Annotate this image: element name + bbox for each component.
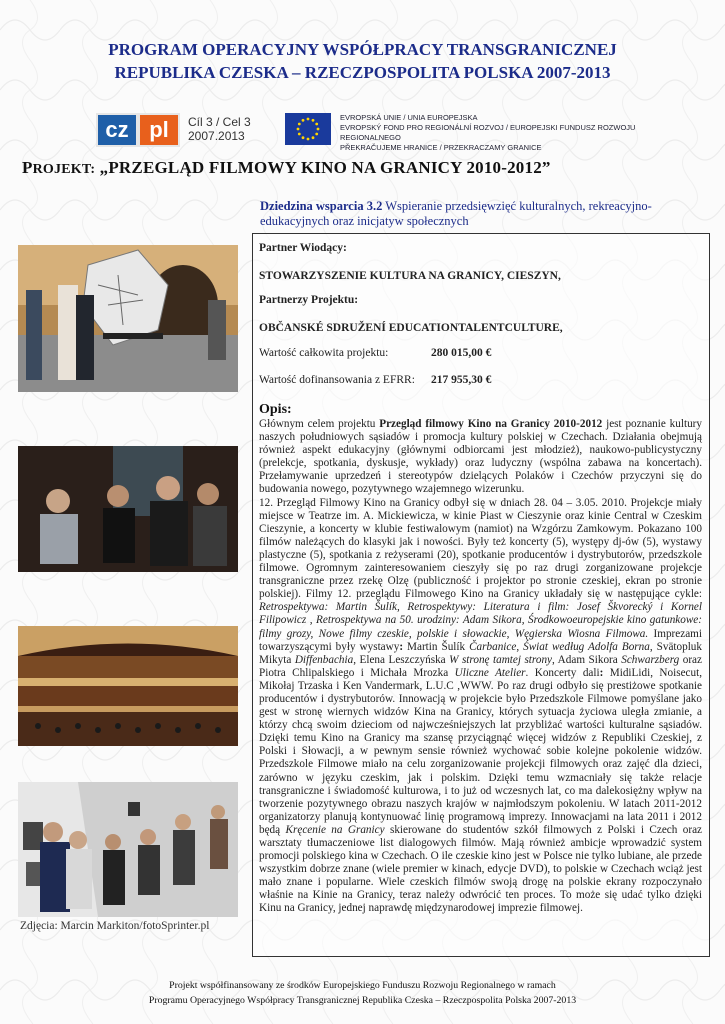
photo-credit: Zdjęcia: Marcin Markiton/fotoSprinter.pl	[20, 920, 210, 932]
czpl-logo-pl: pl	[140, 115, 178, 145]
program-title-line2: REPUBLIKA CZESKA – RZECZPOSPOLITA POLSKA 2007-2013	[114, 63, 611, 82]
footer-line1: Projekt współfinansowany ze środków Europejskiego Funduszu Rozwoju Regionalnego w ramach	[169, 980, 556, 991]
eu-text-line2: EVROPSKÝ FOND PRO REGIONÁLNÍ ROZVOJ / EUROPEJSKI FUNDUSZ ROZWOJU REGIONALNEGO	[340, 123, 636, 142]
eu-fund-text	[340, 113, 670, 153]
lead-partner-label: Partner Wiodący:	[259, 242, 347, 254]
photo-theatre-hall	[18, 626, 238, 746]
support-area-text: Wspieranie przedsięwzięć kulturalnych, rekreacyjno-edukacyjnych oraz inicjatyw społecznych	[260, 199, 652, 228]
total-value: 280 015,00 €	[431, 347, 492, 359]
lead-partner-name: STOWARZYSZENIE KULTURA NA GRANICY, CIESZYN,	[259, 270, 561, 282]
project-info-box	[252, 233, 710, 957]
project-title	[22, 158, 551, 178]
cel3-line1: Cíl 3 / Cel 3	[188, 115, 251, 129]
eu-text-line1: EVROPSKÁ UNIE / UNIA EUROPEJSKA	[340, 113, 478, 122]
description-heading: Opis:	[259, 402, 292, 417]
efrr-value-label: Wartość dofinansowania z EFRR:	[259, 374, 415, 386]
description-body: Głównym celem projektu Przegląd filmowy Kino na Granicy 2010-2012 jest poznanie kultury naszych południowych sąsiadów i promocja kultury polskiej w Czechach. Działania obejmują również aspekt edukacyjny (głównymi odbiorcami jest młodzież), naukowo-publicystyczny (prelekcje, spotkania, dyskusje, wykłady) oraz ludyczny (wspólna zabawa na koncertach). Przełamywanie uprzedzeń i stereotypów dzielących Polaków i Czechów przyczyni się do budowania nowego, pozytywnego wzajemnego wizerunku. 12. Przegląd Filmowy Kino na Granicy odbył się w dniach 28. 04 – 3.05. 2010. Projekcje miały miejsce w Teatrze im. A. Mickiewicza, w kinie Piast w Cieszynie oraz kinie Central w Czeskim Cieszynie, a koncerty w klubie festiwalowym (namiot) na Wzgórzu Zamkowym. Pokazano 100 filmów należących do klasyki jak i nowości. Były też koncerty (5), występy dj-ów (5), wystawy plastyczne (5), spotkania z reżyserami (20), spotkanie producentów i dystrybutorów, przedszkole filmowe. Ogromnym zainteresowaniem cieszyły się po raz drugi zorganizowane projekcje transgraniczne przez rzekę Olzę (publiczność i projektor po stronie czeskiej, ekran po stronie polskiej). Filmy 12. przeglądu Filmowego Kino na Granicy układały się w następujące cykle: Retrospektywa: Martin Šulík, Retrospektywy: Literatura i film: Josef Škvorecký i Kornel Filipowicz , Retrospektywa na 50. urodziny: Adam Sikora, Środkowoeuropejskie kino gatunkowe: filmy grozy, Nowe filmy czeskie, polskie i słowackie, Węgierska Wiosna Filmowa. Imprezami towarzyszącymi były wystawy: Martin Šulík Čarbanice, Świat według Adolfa Borna, Svätopluk Mikyta Diffenbachia, Elena Leszczyńska W stronę tamtej strony, Adam Sikora Schwarzberg oraz Piotra Chlipalskiego i Michała Mrozka Uliczne Atelier. Koncerty dali: MidiLidi, Noisecut, Mikołaj Trzaska i Ken Vandermark, L.U.C ,WWW. Po raz drugi odbyło się prestiżowe spotkanie producentów i dystrybutorów. Innowacją w projekcie było Przedszkole Filmowe pomyślane jako gest w stronę wiernych widzów Kina na Granicy, których sytuacja życiowa uległa zmianie, a którzy chcą swoim dzieciom od najwcześniejszych lat przybliżać wartości kulturalne sąsiadów. Dzięki temu Kino na Granicy ma szansę przyciągnąć więcej widzów z Republiki Czeskiej, z Polski i Słowacji, a w pewnym sensie również wychować sobie kolejne pokolenie widzów. Przedszkole Filmowe miało na celu zorganizowanie projekcji filmowych oraz zajęć dla dzieci, zarówno w języku czeskim, jak i polskim. Dzięki temu wzmacniały się także relacje transgraniczne i świadomość kulturowa, i to już od wczesnych lat, co ma dalekosiężny wpływ na tworzenie pozytywnego obrazu naszych krajów w najmłodszym pokoleniu. W latach 2011-2012 organizatorzy planują kontynuować linię programową imprezy. Innowacjami na lata 2011 i 2012 będą Kręcenie na Granicy skierowane do studentów szkół filmowych z Polski i Czech oraz warsztaty tłumaczeniowe list dialogowych filmów. Mają również ambicje wprowadzić system promocji polskiego kina w Czechach. O ile czeskie kino jest w Polsce nie tylko lubiane, ale przede wszystkim dobrze znane (wiele premier w kinach, edycje DVD), to polskie w Czechach wciąż jest mało znane i popularne. Wiele czeskich filmów swoją drogę na polskie ekrany rozpoczynało właśnie na Kinie na Granicy, teraz należy odwrócić ten proces. To może się udać tylko dzięki Kinu na Granicy, jednej naprawdę międzynarodowej imprezie filmowej.	[259, 418, 703, 915]
support-area	[260, 199, 716, 229]
eu-flag-icon	[285, 113, 331, 145]
footer-line2: Programu Operacyjnego Współpracy Transgranicznej Republika Czeska – Rzeczpospolita Polska 2007-2013	[148, 995, 577, 1006]
eu-text-line3: PŘEKRAČUJEME HRANICE / PRZEKRACZAMY GRANICE	[340, 143, 542, 152]
support-area-label: Dziedzina wsparcia 3.2	[260, 199, 383, 213]
cel3-label	[188, 115, 251, 143]
partner-name: OBČANSKÉ SDRUŽENÍ EDUCATIONTALENTCULTURE,	[259, 322, 563, 334]
partners-label: Partnerzy Projektu:	[259, 294, 359, 306]
efrr-value: 217 955,30 €	[431, 374, 492, 386]
cel3-line2: 2007.2013	[188, 129, 245, 143]
photo-panel-discussion	[18, 446, 238, 572]
total-value-label: Wartość całkowita projektu:	[259, 347, 389, 359]
photo-exhibition	[18, 782, 238, 917]
project-label-initial: P	[22, 158, 33, 177]
czpl-logo	[96, 113, 180, 147]
project-name: „PRZEGLĄD FILMOWY KINO NA GRANICY 2010-2012”	[99, 158, 551, 177]
project-label-rest: ROJEKT:	[32, 162, 96, 177]
photo-street-cube	[18, 245, 238, 392]
czpl-logo-cz: cz	[98, 115, 136, 145]
program-title-line1: PROGRAM OPERACYJNY WSPÓŁPRACY TRANSGRANICZNEJ	[108, 40, 617, 59]
